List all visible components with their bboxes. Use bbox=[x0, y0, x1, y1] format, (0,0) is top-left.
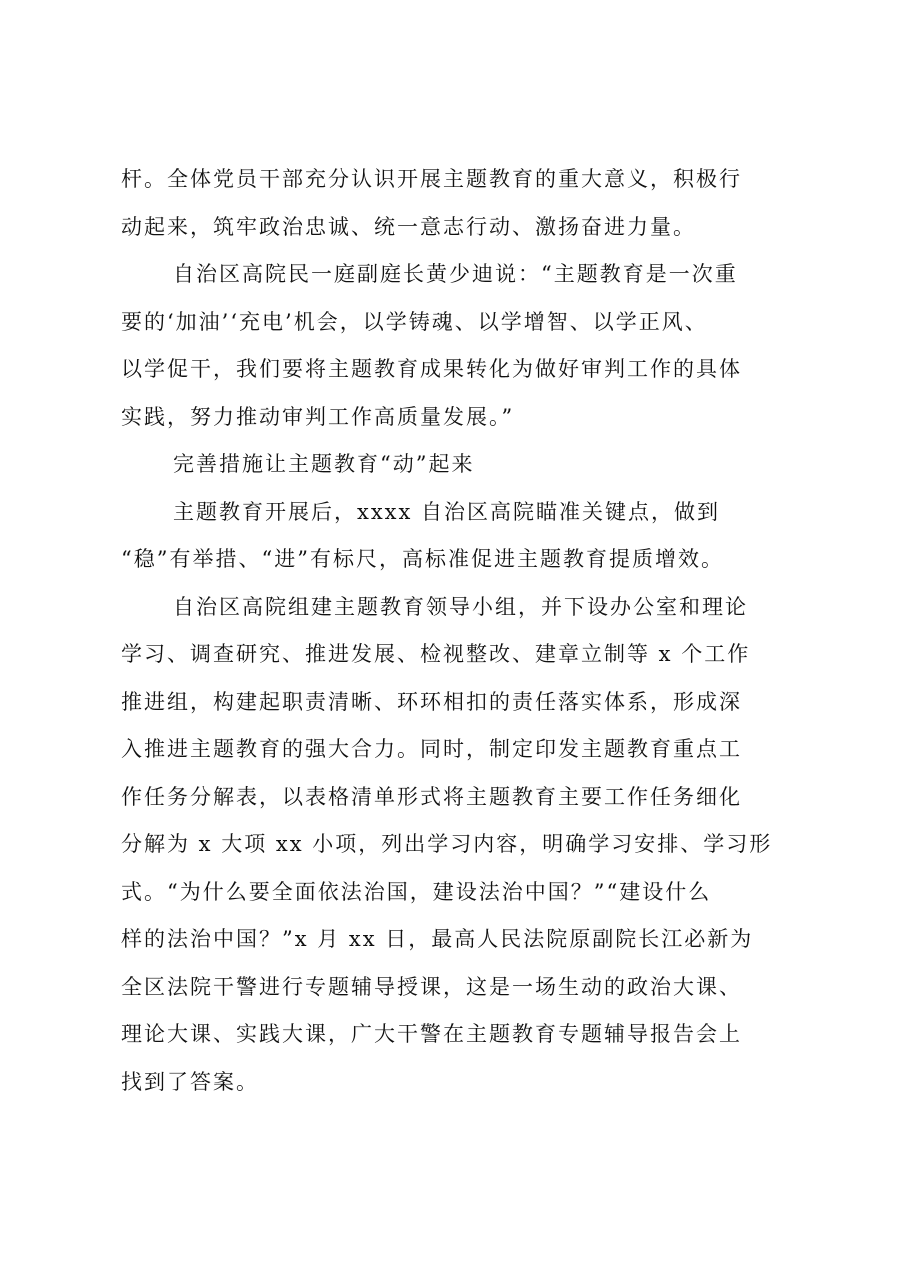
text-line: 实践，努力推动审判工作高质量发展。” bbox=[121, 404, 515, 429]
text-line: 杆。全体党员干部充分认识开展主题教育的重大意义，积极行 bbox=[121, 167, 742, 191]
text-line: 样的法治中国？”x 月 xx 日，最高人民法院原副院长江必新为 bbox=[121, 927, 754, 951]
text-line: 自治区高院组建主题教育领导小组，并下设办公室和理论 bbox=[173, 594, 748, 619]
text-line: 动起来，筑牢政治忠诚、统一意志行动、激扬奋进力量。 bbox=[121, 214, 696, 239]
section-heading: 完善措施让主题教育“动”起来 bbox=[173, 452, 475, 476]
text-line: 自治区高院民一庭副庭长黄少迪说：“主题教育是一次重 bbox=[173, 262, 738, 286]
text-line: 要的‘加油’‘充电’机会，以学铸魂、以学增智、以学正风、 bbox=[121, 309, 708, 334]
text-line: 找到了答案。 bbox=[121, 1069, 259, 1094]
text-line: 全区法院干警进行专题辅导授课，这是一场生动的政治大课、 bbox=[121, 974, 742, 999]
text-line: 推进组，构建起职责清晰、环环相扣的责任落实体系，形成深 bbox=[121, 689, 742, 714]
text-line: 主题教育开展后，xxxx 自治区高院瞄准关键点，做到 bbox=[173, 499, 721, 524]
text-line: 式。“为什么要全面依法治国，建设法治中国？”“建设什么 bbox=[121, 879, 712, 904]
text-line: 理论大课、实践大课，广大干警在主题教育专题辅导报告会上 bbox=[121, 1022, 742, 1046]
document-body bbox=[121, 156, 821, 1106]
text-line: 作任务分解表，以表格清单形式将主题教育主要工作任务细化 bbox=[121, 784, 742, 809]
text-line: 学习、调查研究、推进发展、检视整改、建章立制等 x 个工作 bbox=[121, 642, 751, 666]
text-line: 以学促干，我们要将主题教育成果转化为做好审判工作的具体 bbox=[121, 357, 742, 381]
text-line: “稳”有举措、“进”有标尺，高标准促进主题教育提质增效。 bbox=[121, 547, 724, 571]
text-line: 入推进主题教育的强大合力。同时，制定印发主题教育重点工 bbox=[121, 737, 742, 761]
text-line: 分解为 x 大项 xx 小项，列出学习内容，明确学习安排、学习形 bbox=[121, 832, 773, 856]
